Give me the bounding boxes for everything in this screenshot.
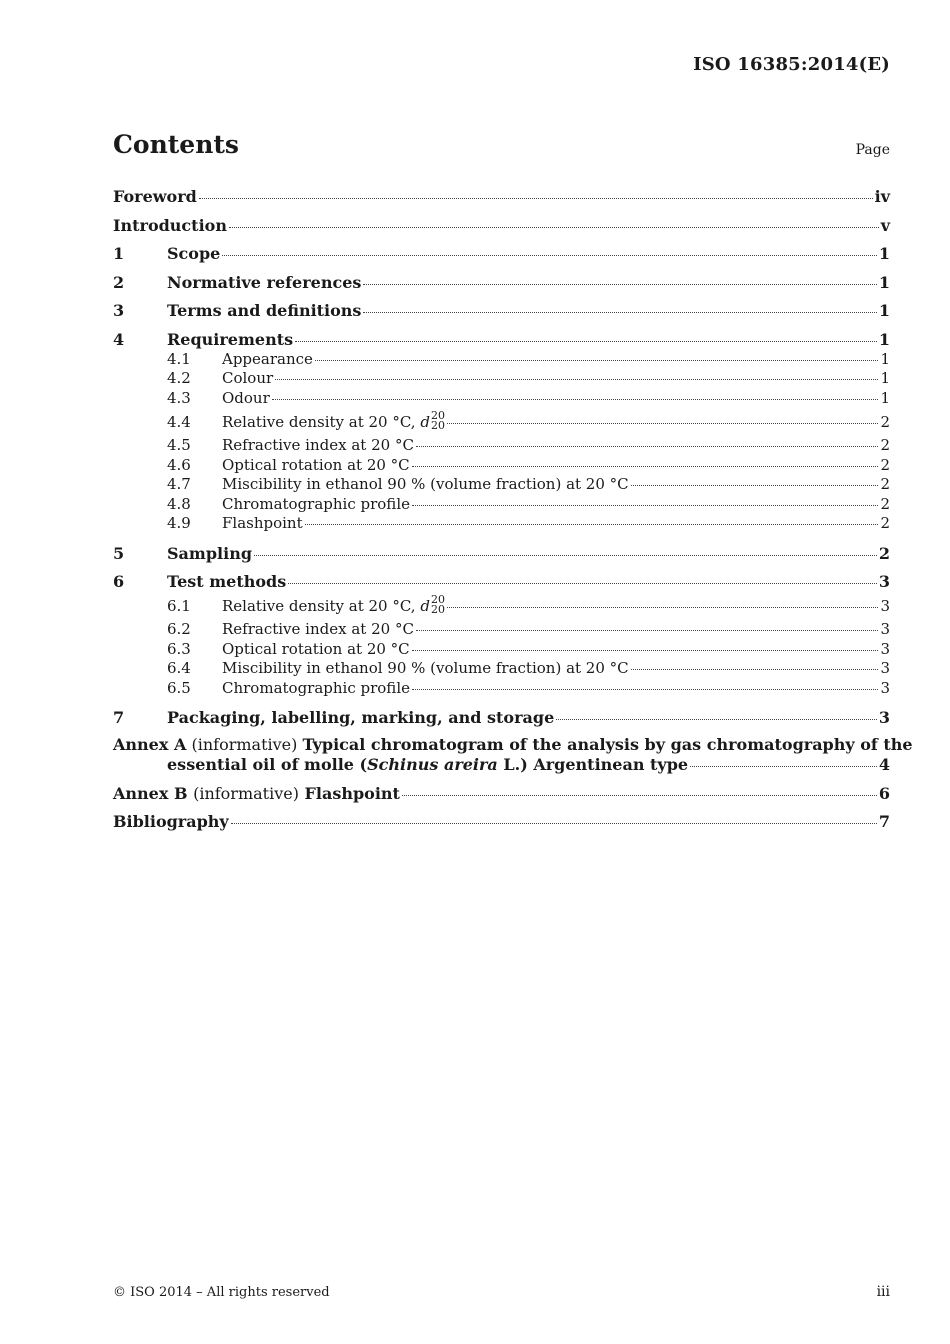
toc-entry-odour[interactable] — [113, 389, 890, 409]
dot-leader — [222, 255, 877, 256]
toc-entry-miscibility[interactable] — [113, 475, 890, 495]
density-symbol: d — [420, 413, 430, 431]
toc-entry-relative-density[interactable] — [113, 592, 890, 620]
toc-entry-page: 3 — [880, 620, 890, 638]
toc-entry-title: Scope — [167, 244, 221, 263]
toc-entry-title: Refractive index at 20 °C — [222, 620, 414, 638]
dot-leader — [254, 555, 877, 556]
toc-entry-page: 3 — [880, 659, 890, 677]
annex-qualifier: (informative) — [193, 783, 299, 803]
toc-entry-title — [222, 592, 445, 620]
toc-entry-page: 3 — [880, 678, 890, 697]
toc-entry-title: Chromatographic profile — [222, 494, 410, 513]
density-superscript: 20 — [430, 409, 445, 422]
toc-entry-title: Chromatographic profile — [222, 678, 410, 697]
page-column-label: Page — [855, 142, 890, 158]
dot-leader — [402, 795, 877, 796]
annex-a-first-line — [113, 734, 913, 755]
toc-entry-title: Requirements — [167, 329, 294, 349]
toc-entry-title: Refractive index at 20 °C — [222, 436, 414, 454]
toc-entry-title-text: Relative density at 20 °C, — [222, 597, 421, 615]
toc-entry-title: Terms and definitions — [167, 301, 362, 320]
dot-leader — [288, 583, 877, 584]
toc-entry-title — [222, 408, 445, 436]
toc-entry-page: 2 — [880, 436, 890, 454]
toc-entry-sampling[interactable] — [113, 542, 890, 571]
toc-entry-requirements[interactable] — [113, 328, 890, 350]
toc-entry-bibliography[interactable] — [113, 810, 890, 839]
annex-qualifier: (informative) — [191, 734, 298, 754]
toc-entry-number: 4.4 — [167, 413, 191, 431]
footer-copyright: © ISO 2014 – All rights reserved — [113, 1285, 330, 1300]
dot-leader — [231, 823, 877, 824]
toc-entry-page: 2 — [880, 475, 890, 493]
toc-entry-title: Foreword — [113, 187, 197, 206]
toc-entry-page: 1 — [880, 369, 890, 387]
toc-entry-title: Introduction — [113, 215, 227, 235]
toc-entry-page: 3 — [880, 597, 890, 615]
toc-entry-annex-a[interactable] — [113, 734, 913, 782]
toc-entry-title: Bibliography — [113, 812, 229, 831]
toc-entry-title: Packaging, labelling, marking, and storage — [167, 708, 555, 727]
dot-leader — [305, 524, 879, 525]
density-symbol: d — [420, 597, 430, 615]
toc-entry-title: Odour — [222, 388, 270, 407]
toc-entry-number: 4.3 — [167, 388, 191, 407]
toc-entry-title — [113, 782, 400, 806]
toc-entry-number: 4.7 — [167, 475, 191, 493]
dot-leader — [363, 284, 876, 285]
toc-entry-page: 3 — [878, 708, 890, 727]
toc-entry-chromatographic-profile[interactable] — [113, 679, 890, 699]
toc-entry-packaging[interactable] — [113, 706, 890, 735]
toc-entry-title: Flashpoint — [222, 514, 303, 532]
toc-entry-optical-rotation[interactable] — [113, 456, 890, 476]
species-name: Schinus areira — [367, 754, 498, 774]
dot-leader — [272, 399, 879, 400]
toc-entry-refractive-index[interactable] — [113, 620, 890, 640]
toc-entry-page: iv — [874, 187, 890, 206]
toc-entry-number: 6.3 — [167, 639, 191, 658]
contents-heading: Contents — [113, 130, 240, 159]
dot-leader — [295, 341, 877, 342]
dot-leader — [416, 630, 879, 631]
toc-entry-introduction[interactable] — [113, 214, 890, 243]
dot-leader — [631, 669, 879, 670]
toc-entry-title: Colour — [222, 369, 274, 387]
toc-entry-number: 4.1 — [167, 349, 191, 368]
toc-entry-number: 6.1 — [167, 597, 191, 615]
toc-entry-page: 2 — [880, 455, 890, 474]
toc-entry-scope[interactable] — [113, 242, 890, 271]
toc-entry-page: 1 — [878, 244, 890, 263]
toc-entry-number: 7 — [113, 708, 125, 727]
toc-entry-number: 1 — [113, 244, 125, 263]
toc-entry-number: 6 — [113, 572, 125, 591]
toc-entry-foreword[interactable] — [113, 185, 890, 214]
density-indices — [431, 411, 445, 431]
toc-entry-page: 2 — [880, 413, 890, 431]
toc-entry-test-methods[interactable] — [113, 570, 890, 592]
toc-entry-title: Sampling — [167, 543, 253, 563]
annex-title: Flashpoint — [304, 783, 400, 803]
toc-entry-annex-b[interactable] — [113, 782, 890, 811]
dot-leader — [363, 312, 876, 313]
toc-entry-page: 7 — [878, 812, 890, 831]
toc-entry-number: 4.5 — [167, 436, 191, 454]
toc-entry-title: Miscibility in ethanol 90 % (volume fraction) at 20 °C — [222, 475, 629, 493]
dot-leader — [412, 689, 878, 690]
toc-entry-title: Optical rotation at 20 °C — [222, 639, 410, 658]
dot-leader — [315, 360, 879, 361]
toc-entry-title: Normative references — [167, 272, 362, 292]
dot-leader — [412, 466, 879, 467]
dot-leader — [631, 485, 879, 486]
toc-entry-title: Optical rotation at 20 °C — [222, 455, 410, 474]
toc-entry-miscibility[interactable] — [113, 659, 890, 679]
toc-entry-refractive-index[interactable] — [113, 436, 890, 456]
toc-entry-number: 4.8 — [167, 494, 191, 513]
toc-entry-page: 1 — [878, 272, 890, 292]
toc-entry-number: 5 — [113, 543, 125, 563]
toc-entry-terms-and-definitions[interactable] — [113, 299, 890, 328]
toc-entry-title-text: Relative density at 20 °C, — [222, 413, 421, 431]
density-indices — [431, 595, 445, 615]
toc-entry-number: 6.4 — [167, 659, 191, 677]
toc-entry-page: 4 — [878, 754, 890, 774]
toc-entry-number: 2 — [113, 272, 125, 292]
dot-leader — [275, 379, 878, 380]
dot-leader — [412, 505, 878, 506]
toc-entry-page: 1 — [880, 349, 890, 368]
dot-leader — [447, 423, 879, 424]
toc-entry-flashpoint[interactable] — [113, 514, 890, 534]
toc-entry-number: 6.5 — [167, 678, 191, 697]
annex-title-part: L.) Argentinean type — [497, 754, 689, 774]
footer-page-number: iii — [876, 1284, 890, 1300]
annex-title-line2 — [167, 755, 688, 775]
toc-entry-page: 1 — [880, 388, 890, 407]
toc-entry-page: 3 — [880, 639, 890, 658]
toc-entry-page: 3 — [878, 572, 890, 591]
annex-label: Annex A — [113, 734, 187, 754]
toc-entry-number: 4.9 — [167, 514, 191, 532]
toc-entry-page: v — [880, 215, 890, 235]
toc-entry-title: Appearance — [222, 349, 313, 368]
document-id: ISO 16385:2014(E) — [693, 54, 890, 75]
dot-leader — [412, 650, 879, 651]
density-subscript: 20 — [430, 603, 445, 616]
toc-entry-page: 1 — [878, 301, 890, 320]
dot-leader — [229, 227, 879, 228]
annex-title-part: essential oil of molle ( — [167, 754, 368, 774]
dot-leader — [556, 719, 877, 720]
toc-entry-page: 2 — [878, 543, 890, 563]
toc-entry-number: 4 — [113, 329, 125, 349]
annex-title-line1: Typical chromatogram of the analysis by gas chromatography of the — [302, 734, 913, 754]
toc-entry-page: 2 — [880, 514, 890, 532]
toc-entry-number: 4.6 — [167, 455, 191, 474]
toc-entry-relative-density[interactable] — [113, 408, 890, 436]
toc-entry-number: 6.2 — [167, 620, 191, 638]
dot-leader — [416, 446, 879, 447]
annex-label: Annex B — [113, 783, 188, 803]
toc-entry-number: 4.2 — [167, 369, 191, 387]
toc-entry-number: 3 — [113, 301, 125, 320]
dot-leader — [199, 198, 873, 199]
toc-entry-title: Test methods — [167, 572, 287, 591]
toc-entry-page: 6 — [878, 783, 890, 803]
toc-entry-chromatographic-profile[interactable] — [113, 495, 890, 515]
table-of-contents — [113, 185, 913, 839]
dot-leader — [447, 607, 879, 608]
toc-entry-page: 2 — [880, 494, 890, 513]
toc-entry-optical-rotation[interactable] — [113, 640, 890, 660]
toc-entry-normative-references[interactable] — [113, 271, 890, 300]
annex-a-second-line — [113, 755, 890, 782]
toc-entry-colour[interactable] — [113, 369, 890, 389]
toc-entry-page: 1 — [878, 329, 890, 349]
toc-entry-title: Miscibility in ethanol 90 % (volume fraction) at 20 °C — [222, 659, 629, 677]
density-superscript: 20 — [430, 593, 445, 606]
density-subscript: 20 — [430, 419, 445, 432]
dot-leader — [690, 766, 877, 767]
toc-entry-appearance[interactable] — [113, 350, 890, 370]
